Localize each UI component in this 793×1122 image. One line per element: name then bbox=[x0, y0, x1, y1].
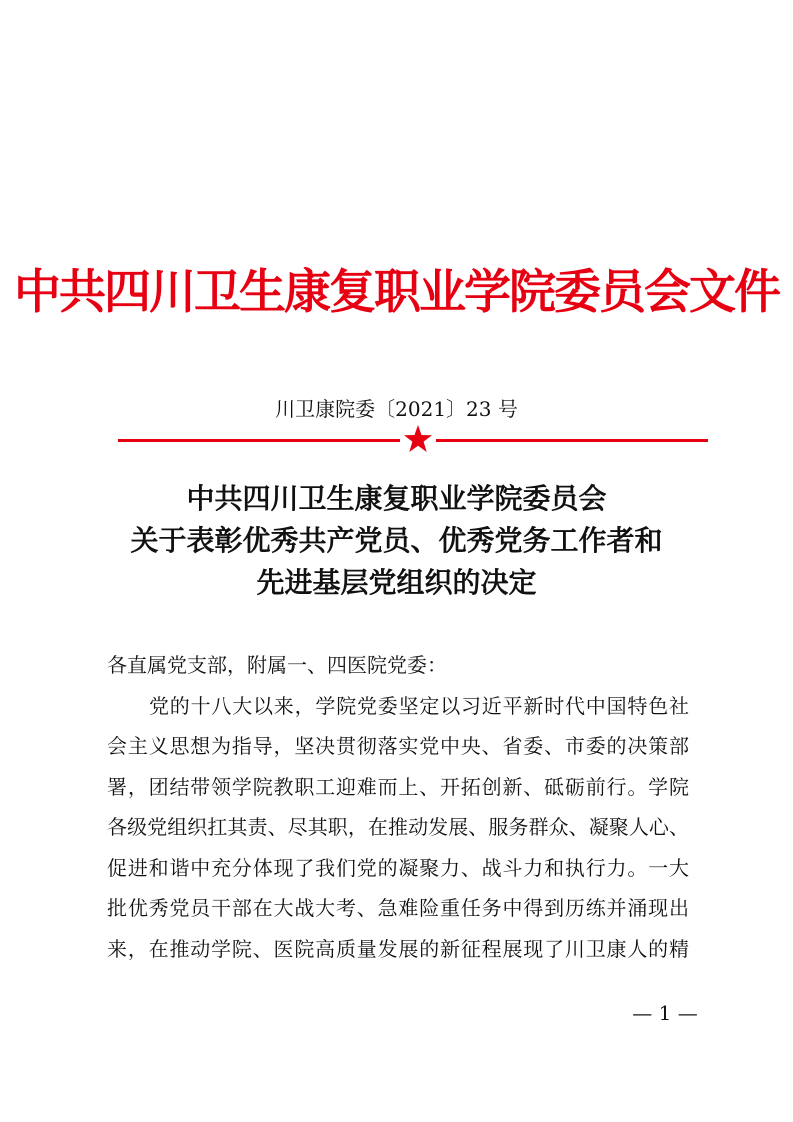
paragraph-line: 署，团结带领学院教职工迎难而上、开拓创新、砥砺前行。学院 bbox=[107, 774, 689, 799]
red-divider bbox=[118, 424, 708, 454]
paragraph-line: 会主义思想为指导，坚决贯彻落实党中央、省委、市委的决策部 bbox=[107, 734, 689, 758]
document-title bbox=[0, 478, 793, 604]
salutation: 各直属党支部，附属一、四医院党委： bbox=[107, 653, 447, 677]
paragraph-line: 促进和谐中充分体现了我们党的凝聚力、战斗力和执行力。一大 bbox=[107, 855, 689, 880]
paragraph-line: 批优秀党员干部在大战大考、急难险重任务中得到历练并涌现出 bbox=[107, 896, 689, 920]
title-line: 关于表彰优秀共产党员、优秀党务工作者和 bbox=[130, 524, 663, 557]
title-line: 中共四川卫生康复职业学院委员会 bbox=[186, 482, 607, 515]
document-body bbox=[107, 645, 689, 969]
paragraph-line: 党的十八大以来，学院党委坚定以习近平新时代中国特色社 bbox=[149, 693, 689, 718]
divider-line-right bbox=[436, 439, 708, 442]
page-number: — 1 — bbox=[632, 1001, 698, 1025]
paragraph-line: 各级党组织扛其责、尽其职，在推动发展、服务群众、凝聚人心、 bbox=[107, 815, 689, 839]
document-masthead: 中共四川卫生康复职业学院委员会文件 bbox=[14, 265, 779, 320]
document-number: 川卫康院委〔2021〕23 号 bbox=[275, 397, 518, 421]
divider-line-left bbox=[118, 439, 400, 442]
title-line: 先进基层党组织的决定 bbox=[256, 566, 537, 599]
paragraph-line: 来，在推动学院、医院高质量发展的新征程展现了川卫康人的精 bbox=[107, 936, 689, 961]
star-icon bbox=[403, 424, 433, 454]
